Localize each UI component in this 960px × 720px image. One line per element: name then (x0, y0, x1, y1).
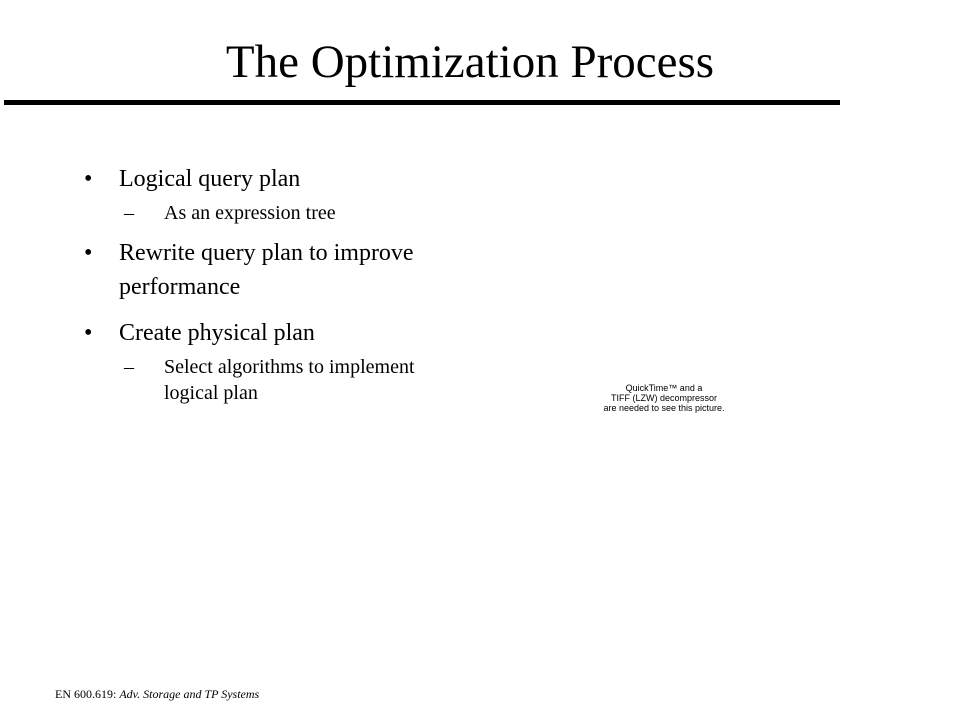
bullet-dot-icon: • (84, 240, 93, 266)
bullet-text: Rewrite query plan to improve performance (119, 240, 414, 300)
sub-list (119, 354, 444, 406)
footer-subtitle: Adv. Storage and TP Systems (119, 687, 260, 701)
bullet-item-rewrite-query-plan (84, 236, 444, 304)
dash-icon: – (124, 202, 134, 224)
placeholder-line-2: TIFF (LZW) decompressor (610, 393, 717, 403)
sub-item-select-algorithms (124, 354, 444, 406)
bullet-text: Create physical plan (119, 320, 315, 346)
bullet-item-create-physical-plan (84, 316, 444, 406)
sub-item-text: As an expression tree (164, 202, 336, 224)
bullet-dot-icon: • (84, 320, 93, 346)
title-divider (4, 100, 840, 105)
footer-course: EN 600.619: (55, 687, 117, 701)
bullet-dot-icon: • (84, 166, 93, 192)
slide-footer (55, 687, 259, 701)
bullet-text: Logical query plan (119, 166, 301, 192)
dash-icon: – (124, 356, 134, 378)
bullet-item-logical-query-plan (84, 162, 444, 226)
placeholder-line-1: QuickTime™ and a (625, 383, 703, 393)
sub-list (119, 200, 444, 226)
missing-image-placeholder (600, 383, 728, 415)
slide-title: The Optimization Process (225, 36, 715, 88)
placeholder-line-3: are needed to see this picture. (603, 403, 725, 413)
bullet-list (84, 162, 444, 416)
sub-item-expression-tree (124, 200, 444, 226)
sub-item-text: Select algorithms to implement logical plan (164, 356, 415, 404)
